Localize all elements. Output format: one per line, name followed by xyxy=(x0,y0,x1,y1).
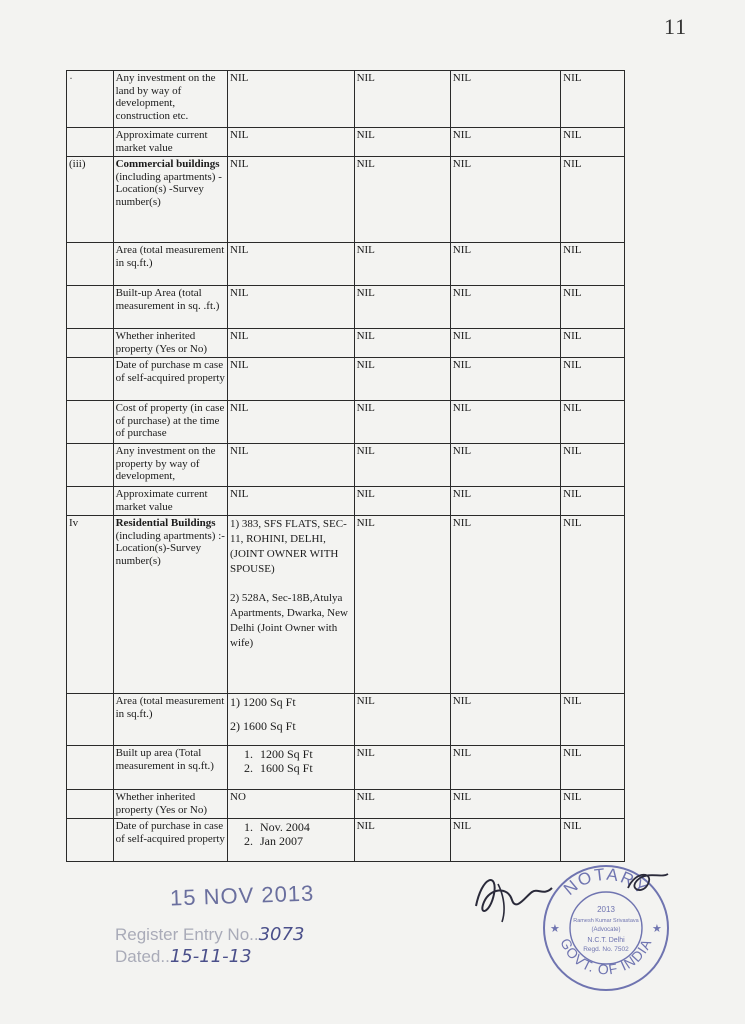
table-row xyxy=(67,286,625,329)
value-cell: NIL xyxy=(450,401,560,444)
table-row xyxy=(67,128,625,157)
property-item: 1) 383, SFS FLATS, SEC- 11, ROHINI, DELHI, (JOINT OWNER WITH SPOUSE) xyxy=(230,518,347,575)
register-label: Register Entry No.. xyxy=(115,925,259,944)
serial-cell xyxy=(67,694,114,746)
section-detail: (including apartments) :- Location(s)-Survey number(s) xyxy=(115,529,225,567)
dated-value: 15-11-13 xyxy=(169,946,252,967)
value-cell: NIL xyxy=(450,243,560,286)
value-cell: NIL xyxy=(561,694,625,746)
value-cell: NIL xyxy=(561,487,625,516)
value-cell: NIL xyxy=(561,444,625,487)
area-item: 1) 1200 Sq Ft xyxy=(230,695,296,709)
value-cell: NO xyxy=(228,790,355,819)
table-row xyxy=(67,71,625,128)
value-cell: NIL xyxy=(561,746,625,790)
value-cell: NIL xyxy=(450,71,560,128)
pen-mark: · xyxy=(69,71,73,85)
seal-name: Ramesh Kumar Srivastava xyxy=(573,918,639,924)
builtup-cell xyxy=(228,746,355,790)
value-cell: NIL xyxy=(228,329,355,358)
value-cell: NIL xyxy=(354,157,450,243)
table-row xyxy=(67,790,625,819)
seal-top-text: NOTARY xyxy=(559,864,653,899)
value-cell: NIL xyxy=(228,401,355,444)
value-cell: NIL xyxy=(450,157,560,243)
seal-year: 2013 xyxy=(597,905,615,914)
date-stamp: 15 NOV 2013 xyxy=(169,880,315,911)
value-cell: NIL xyxy=(354,329,450,358)
property-list-cell xyxy=(228,516,355,694)
serial-cell xyxy=(67,329,114,358)
value-cell: NIL xyxy=(354,819,450,862)
description-cell: Approximate current market value xyxy=(113,487,227,516)
description-cell: Area (total measurement in sq.ft.) xyxy=(113,243,227,286)
table-row xyxy=(67,358,625,401)
serial-cell: (iii) xyxy=(67,157,114,243)
value-cell: NIL xyxy=(228,487,355,516)
value-cell: NIL xyxy=(228,71,355,128)
table-row xyxy=(67,487,625,516)
value-cell: NIL xyxy=(354,790,450,819)
value-cell: NIL xyxy=(228,444,355,487)
table-row xyxy=(67,243,625,286)
description-cell: Whether inherited property (Yes or No) xyxy=(113,329,227,358)
seal-bottom-text: GOVT. OF INDIA xyxy=(557,935,655,978)
serial-cell xyxy=(67,71,114,128)
value-cell: NIL xyxy=(354,358,450,401)
table-row xyxy=(67,401,625,444)
serial-cell xyxy=(67,444,114,487)
table-row xyxy=(67,329,625,358)
value-cell: NIL xyxy=(450,790,560,819)
dated-entry xyxy=(115,946,252,967)
value-cell: NIL xyxy=(228,286,355,329)
table-row xyxy=(67,444,625,487)
star-icon: ★ xyxy=(652,923,662,935)
value-cell: NIL xyxy=(228,128,355,157)
section-heading: Residential Buildings xyxy=(115,517,216,529)
value-cell: NIL xyxy=(354,243,450,286)
value-cell: NIL xyxy=(228,358,355,401)
value-cell: NIL xyxy=(354,286,450,329)
area-cell xyxy=(228,694,355,746)
table-row xyxy=(67,819,625,862)
list-item: 1. 1200 Sq Ft xyxy=(256,747,352,761)
description-cell: Whether inherited property (Yes or No) xyxy=(113,790,227,819)
serial-cell xyxy=(67,819,114,862)
value-cell: NIL xyxy=(354,444,450,487)
value-cell: NIL xyxy=(561,819,625,862)
value-cell: NIL xyxy=(228,243,355,286)
page-number: 11 xyxy=(664,14,688,39)
value-cell: NIL xyxy=(354,128,450,157)
table-row xyxy=(67,694,625,746)
value-cell: NIL xyxy=(561,790,625,819)
value-cell: NIL xyxy=(450,487,560,516)
serial-cell xyxy=(67,790,114,819)
value-cell: NIL xyxy=(561,358,625,401)
register-entry xyxy=(115,924,304,945)
purchase-date-cell xyxy=(228,819,355,862)
dated-label: Dated.. xyxy=(115,947,170,966)
purchase-date-list xyxy=(230,820,352,848)
value-cell: NIL xyxy=(450,746,560,790)
serial-cell: Iv xyxy=(67,516,114,694)
star-icon: ★ xyxy=(550,923,560,935)
description-cell xyxy=(113,157,227,243)
seal-role: (Advocate) xyxy=(591,927,621,933)
serial-cell xyxy=(67,746,114,790)
value-cell: NIL xyxy=(450,694,560,746)
description-cell: Built up area (Total measurement in sq.ft.) xyxy=(113,746,227,790)
serial-cell xyxy=(67,128,114,157)
description-cell: Any investment on the land by way of development, construction etc. xyxy=(113,71,227,128)
description-cell xyxy=(113,516,227,694)
value-cell: NIL xyxy=(561,243,625,286)
serial-cell xyxy=(67,401,114,444)
section-heading: Commercial buildings xyxy=(115,158,220,170)
description-cell: Any investment on the property by way of development, xyxy=(113,444,227,487)
value-cell: NIL xyxy=(354,487,450,516)
area-item: 2) 1600 Sq Ft xyxy=(230,719,296,733)
value-cell: NIL xyxy=(354,401,450,444)
description-cell: Built-up Area (total measurement in sq. .ft.) xyxy=(113,286,227,329)
notary-seal-icon xyxy=(536,858,676,998)
list-item: 2. Jan 2007 xyxy=(256,834,352,848)
value-cell: NIL xyxy=(228,157,355,243)
description-cell: Date of purchase m case of self-acquired property xyxy=(113,358,227,401)
svg-text:NOTARY xyxy=(560,865,652,899)
serial-cell xyxy=(67,243,114,286)
value-cell: NIL xyxy=(561,516,625,694)
serial-cell xyxy=(67,358,114,401)
value-cell: NIL xyxy=(354,746,450,790)
table-row xyxy=(67,157,625,243)
value-cell: NIL xyxy=(450,286,560,329)
asset-table xyxy=(66,70,625,862)
value-cell: NIL xyxy=(450,819,560,862)
serial-cell xyxy=(67,487,114,516)
value-cell: NIL xyxy=(354,694,450,746)
table-row xyxy=(67,746,625,790)
value-cell: NIL xyxy=(561,128,625,157)
property-item: 2) 528A, Sec-18B,Atulya Apartments, Dwarka, New Delhi (Joint Owner with wife) xyxy=(230,592,348,649)
value-cell: NIL xyxy=(450,516,560,694)
list-item: 1. Nov. 2004 xyxy=(256,820,352,834)
value-cell: NIL xyxy=(561,286,625,329)
value-cell: NIL xyxy=(450,444,560,487)
register-number: 3073 xyxy=(258,924,305,945)
builtup-list xyxy=(230,747,352,775)
description-cell: Area (total measurement in sq.ft.) xyxy=(113,694,227,746)
value-cell: NIL xyxy=(450,358,560,401)
value-cell: NIL xyxy=(561,157,625,243)
list-item: 2. 1600 Sq Ft xyxy=(256,761,352,775)
value-cell: NIL xyxy=(561,71,625,128)
value-cell: NIL xyxy=(354,516,450,694)
value-cell: NIL xyxy=(561,329,625,358)
seal-area: N.C.T. Delhi xyxy=(587,937,625,944)
value-cell: NIL xyxy=(450,329,560,358)
table-row xyxy=(67,516,625,694)
description-cell: Date of purchase in case of self-acquired property xyxy=(113,819,227,862)
seal-regd: Regd. No. 7502 xyxy=(583,946,629,953)
value-cell: NIL xyxy=(450,128,560,157)
serial-cell xyxy=(67,286,114,329)
section-detail: (including apartments) -Location(s) -Survey number(s) xyxy=(115,170,222,208)
value-cell: NIL xyxy=(354,71,450,128)
description-cell: Cost of property (in case of purchase) at the time of purchase xyxy=(113,401,227,444)
value-cell: NIL xyxy=(561,401,625,444)
description-cell: Approximate current market value xyxy=(113,128,227,157)
